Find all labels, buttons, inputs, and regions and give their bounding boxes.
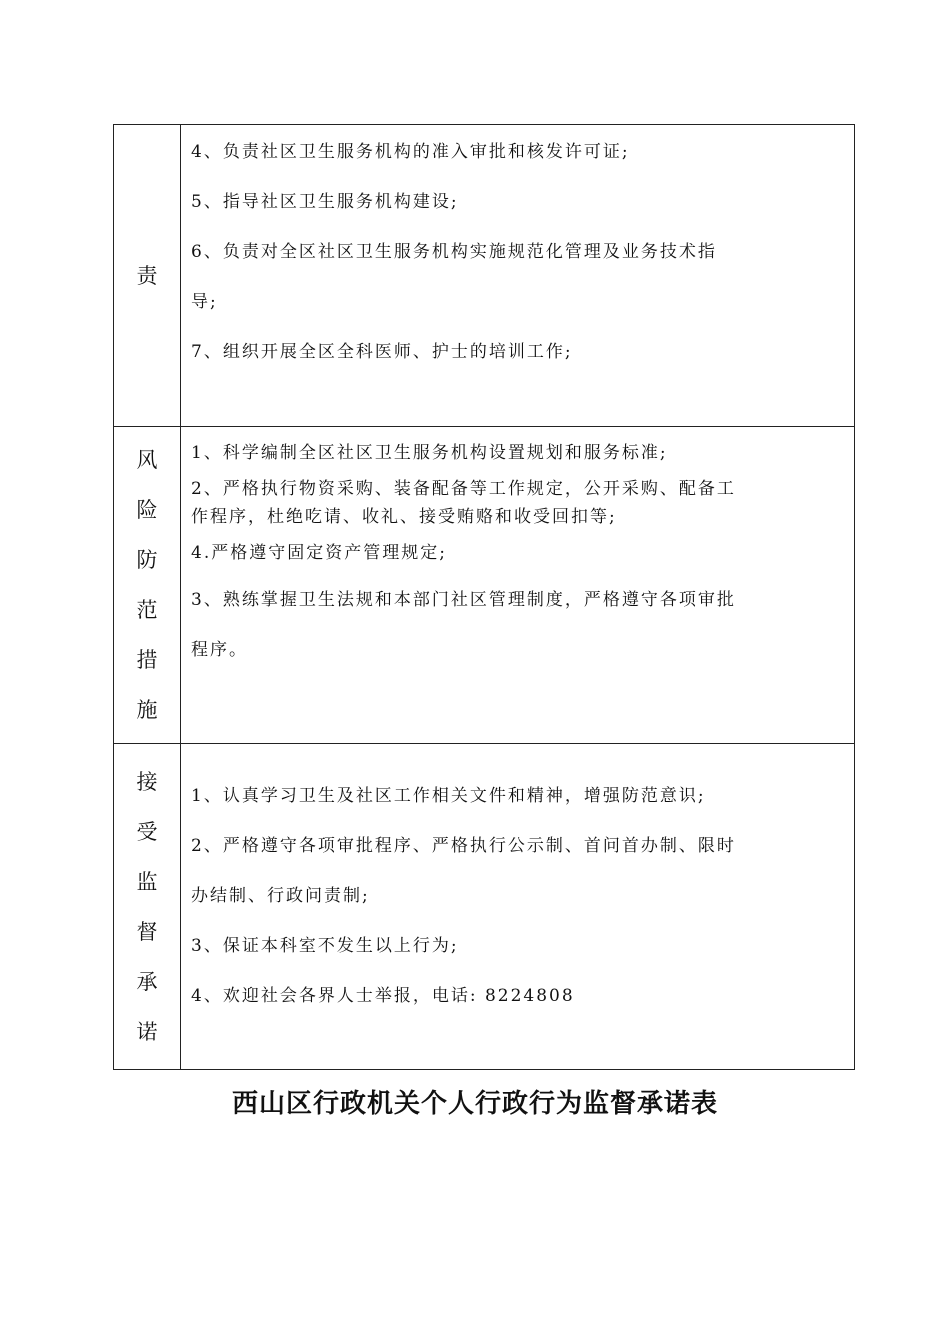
duty-item: 4、负责社区卫生服务机构的准入审批和核发许可证; [191, 142, 630, 162]
commitment-item: 4、欢迎社会各界人士举报，电话: 8224808 [191, 986, 575, 1006]
duty-item: 5、指导社区卫生服务机构建设; [191, 192, 459, 212]
page-title: 西山区行政机关个人行政行为监督承诺表 [231, 1089, 718, 1119]
row-label-char: 责 [136, 263, 158, 288]
table-row-supervision [114, 744, 855, 1070]
row-label-char: 监 [136, 869, 158, 894]
commitment-item: 3、保证本科室不发生以上行为; [191, 936, 459, 956]
row-label-char: 承 [136, 969, 158, 994]
measure-item: 作程序，杜绝吃请、收礼、接受贿赂和收受回扣等; [191, 507, 617, 527]
measure-item: 4.严格遵守固定资产管理规定; [191, 543, 447, 563]
row-label-char: 风 [136, 448, 158, 472]
row-label-cell [114, 125, 181, 427]
row-label-char: 督 [136, 919, 158, 944]
measure-item: 程序。 [191, 640, 248, 660]
row-label-char: 诺 [136, 1019, 158, 1044]
duty-item: 6、负责对全区社区卫生服务机构实施规范化管理及业务技术指 [191, 242, 717, 262]
table-row-risk-measures [114, 427, 855, 744]
duty-item: 导; [191, 292, 218, 312]
commitment-table [113, 124, 855, 1070]
row-label-cell [114, 427, 181, 744]
row-label-char: 受 [136, 819, 158, 844]
measure-item: 1、科学编制全区社区卫生服务机构设置规划和服务标准; [191, 443, 668, 463]
row-label-char: 防 [136, 548, 158, 572]
commitment-item: 办结制、行政问责制; [191, 886, 370, 906]
row-content-cell [181, 744, 855, 1070]
commitment-item: 2、严格遵守各项审批程序、严格执行公示制、首问首办制、限时 [191, 836, 736, 856]
commitment-item: 1、认真学习卫生及社区工作相关文件和精神，增强防范意识; [191, 786, 706, 806]
row-label-char: 施 [136, 698, 158, 722]
measure-item: 3、熟练掌握卫生法规和本部门社区管理制度，严格遵守各项审批 [191, 590, 736, 610]
row-label-char: 险 [136, 498, 158, 522]
duty-item: 7、组织开展全区全科医师、护士的培训工作; [191, 342, 573, 362]
row-label-cell [114, 744, 181, 1070]
row-content-cell [181, 125, 855, 427]
table-row-duties [114, 125, 855, 427]
measure-item: 2、严格执行物资采购、装备配备等工作规定，公开采购、配备工 [191, 479, 736, 499]
row-label-char: 接 [136, 769, 158, 794]
row-label-char: 范 [136, 598, 158, 622]
row-content-cell [181, 427, 855, 744]
row-label-char: 措 [136, 648, 158, 672]
